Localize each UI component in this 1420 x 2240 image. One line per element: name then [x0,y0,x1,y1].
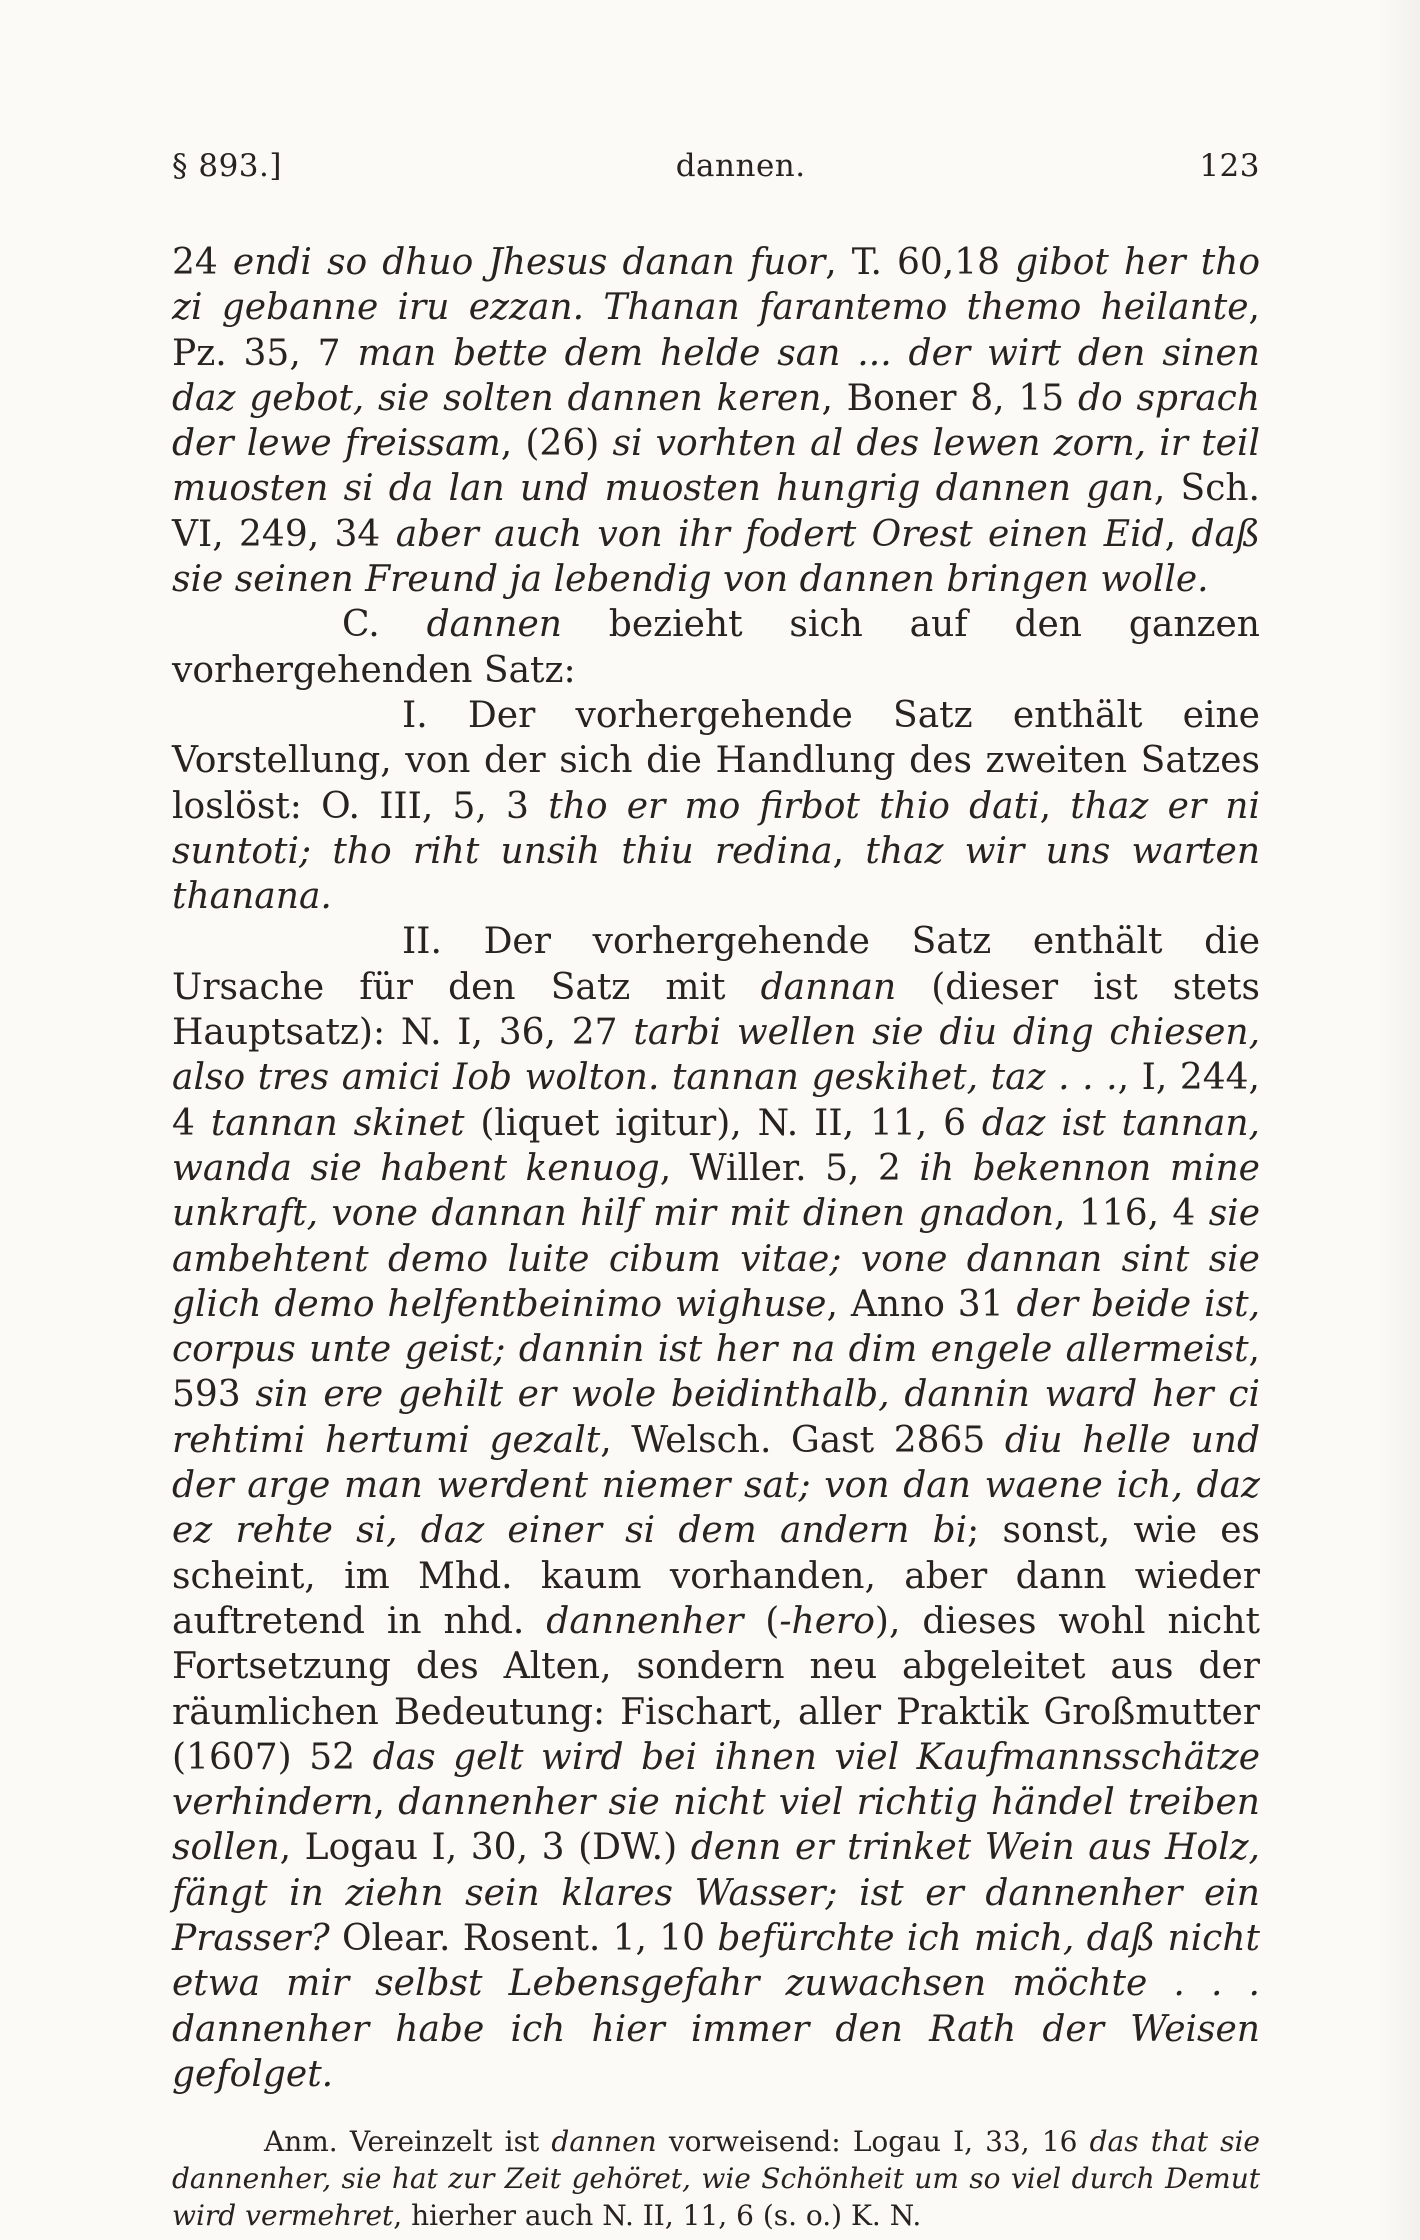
text-run: , 593 [172,1329,1260,1416]
italic-citation: endi so dhuo Jhesus danan fuor [232,242,826,283]
text-run: , Anno 31 [826,1283,1017,1325]
page-number: 123 [1199,148,1260,184]
text-run: , I, 244, 4 [172,1057,1260,1144]
text-run: , Logau I, 30, 3 (DW.) [279,1827,691,1869]
italic-citation: sie ambehtent demo luite cibum vitae; vone dannan sint sie glich demo helfentbeinimo wighuse [172,1193,1260,1325]
italic-citation: tannan skinet [210,1102,465,1144]
paragraph-point-ii [172,919,1260,2097]
italic-citation: sin ere gehilt er wole beidinthalb, dannin ward her ci rehtimi hertumi gezalt [172,1374,1260,1461]
italic-citation: befürchte ich mich, daß nicht etwa mir selbst Lebensgefahr zuwachsen möchte . . . dannenher habe ich hier immer den Rath der Weisen gefolget. [172,1917,1260,2095]
italic-citation: der beide ist, corpus unte geist; dannin ist her na dim engele allermeist [172,1283,1261,1371]
italic-citation: do sprach der lewe freissam [172,377,1261,465]
italic-citation: denn er trinket Wein aus Holz, fängt in ziehn sein klares Wasser; ist er dannenher ein Prasser? [172,1827,1260,1959]
text-run [584,287,603,328]
italic-citation: das gelt wird bei ihnen viel Kaufmannsschätze verhindern [172,1736,1260,1824]
text-run: , [832,830,866,872]
text-run: C. [342,604,427,646]
italic-citation: si vorhten al des lewen zorn, ir teil muosten si da lan und muosten hungrig dannen gan [172,423,1260,510]
text-run: (liquet igitur), N. II, 11, 6 [464,1102,982,1144]
italic-citation: das that sie dannenher, sie hat zur Zeit gehöret, wie Schönheit um so viel durch Demut wird vermehret [172,2125,1260,2233]
italic-citation: daz ist tannan, wanda sie habent kenuog [172,1102,1260,1189]
italic-citation: dannenher sie nicht viel richtig händel treiben sollen [172,1782,1260,1869]
text-run: , [1164,513,1192,555]
running-title: dannen. [675,148,806,184]
text-run: , T. 60,18 [825,242,1016,283]
footnote-anmerkung [172,2123,1260,2234]
italic-citation: daß sie seinen Freund ja lebendig von dannen bringen wolle. [172,513,1261,601]
text-run: vorweisend: Logau I, 33, 16 [656,2125,1090,2159]
italic-citation: dannen [551,2125,657,2159]
italic-citation: thaz wir uns warten thanana. [172,830,1261,918]
text-run: ; sonst, wie es scheint, im Mhd. kaum vorhanden, aber dann wieder auftretend in nhd. [172,1510,1261,1642]
paragraph-section-c [172,602,1260,693]
text-run: , Willer. 5, 2 [659,1147,920,1189]
text-run: Anm. Vereinzelt ist [264,2125,552,2159]
italic-citation: ih bekennon mine unkraft, vone dannan hilf mir mit dinen gnadon [172,1147,1260,1235]
italic-citation: man bette dem helde san ... der wirt den sinen daz gebot, sie solten dannen keren [172,332,1260,419]
running-header [172,148,1260,184]
italic-citation: thaz er ni suntoti; tho riht unsih thiu redina [172,785,1260,872]
text-run: , [1039,785,1071,827]
text-run: II. Der vorhergehende Satz enthält die Ursache für den Satz mit [172,921,1260,1008]
italic-citation: dannenher [546,1600,744,1642]
italic-citation: tho er mo firbot thio dati [548,785,1040,827]
text-run: , Pz. 35, 7 [172,287,1260,374]
italic-citation: dannan [760,966,897,1008]
text-run: I. Der vorhergehende Satz enthält eine Vorstellung, von der sich die Handlung des zweiten Satzes loslöst: O. III, 5, 3 [172,694,1260,827]
italic-citation: dannen [426,604,562,646]
italic-citation: aber auch von ihr fodert Orest einen Eid [395,513,1165,555]
text-run: , (26) [500,423,613,465]
italic-citation: -hero [779,1600,875,1642]
text-run: Olear. Rosent. 1, 10 [329,1917,718,1959]
italic-citation: Thanan farantemo themo heilante [603,287,1249,329]
text-run: bezieht sich auf den ganzen vorhergehenden Satz: [172,604,1260,691]
paragraph-point-i [172,693,1260,919]
text-run: , Boner 8, 15 [821,377,1078,419]
italic-citation: gibot her tho zi gebanne iru ezzan. [172,242,1261,329]
text-run: , 116, 4 [1054,1193,1209,1235]
text-run: , Sch. VI, 249, 34 [172,468,1260,555]
paragraph-examples [172,240,1260,602]
text-run: , hierher auch N. II, 11, 6 (s. o.) K. N. [393,2199,922,2233]
text-run: , [373,1782,399,1824]
italic-citation: diu helle und der arge man werdent niemer sat; von dan waene ich, daz ez rehte si, daz einer si dem andern bi [172,1419,1260,1552]
section-reference: § 893.] [172,148,282,184]
text-run: 24 [172,242,233,283]
text-run: ), dieses wohl nicht Fortsetzung des Alten, sondern neu abgeleitet aus der räumlichen Bedeutung: Fischart, aller Praktik Großmutter (1607) 52 [172,1600,1260,1778]
main-text [172,240,1260,2097]
text-run: ( [743,1600,780,1642]
text-run: (dieser ist stets Hauptsatz): N. I, 36, 27 [172,966,1260,1054]
italic-citation: tarbi wellen sie diu ding chiesen, also tres amici Iob wolton. tannan geskihet, taz . . . [172,1012,1261,1099]
text-run: , Welsch. Gast 2865 [600,1419,1005,1461]
